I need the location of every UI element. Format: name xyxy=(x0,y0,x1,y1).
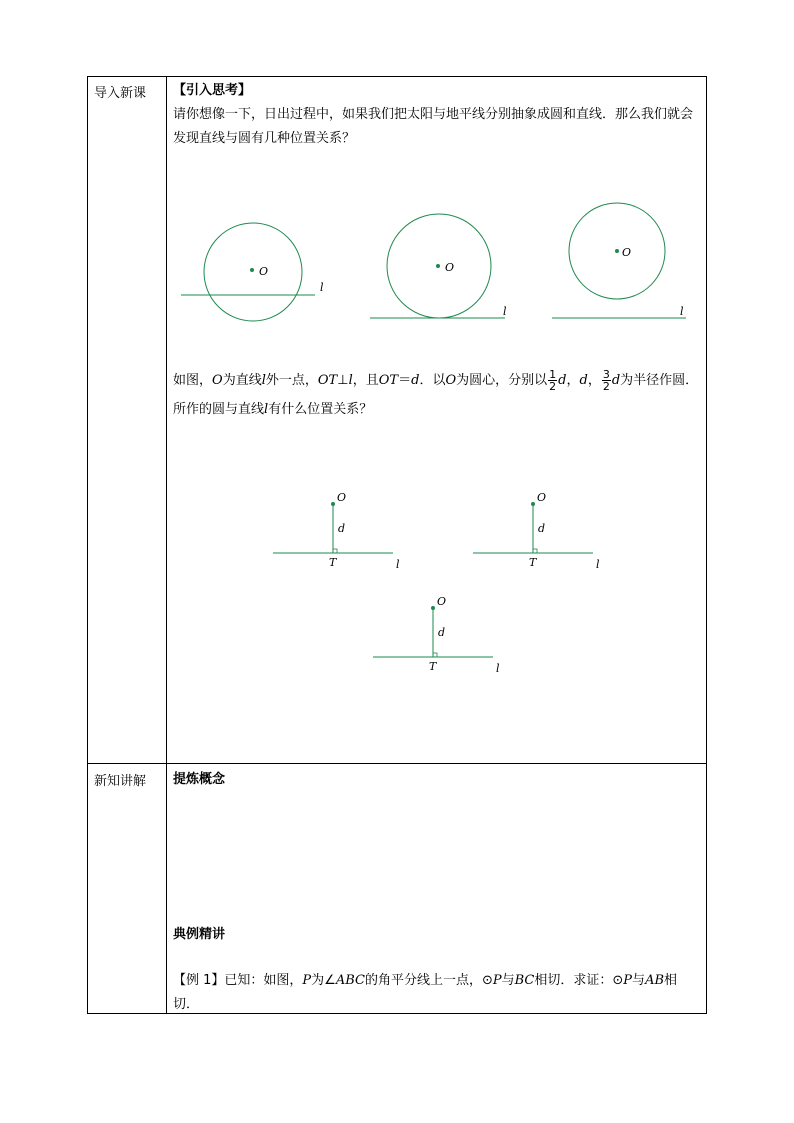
center-point-1 xyxy=(250,268,254,272)
figure-tangent xyxy=(370,214,507,318)
label-t: T xyxy=(329,556,337,569)
equals-symbol: ＝ xyxy=(398,373,412,388)
point-p: P xyxy=(492,973,502,988)
text: 已知：如图， xyxy=(224,973,303,988)
line-l: l xyxy=(348,373,353,388)
segment-ot: OT xyxy=(378,373,399,388)
angle-abc: ABC xyxy=(335,973,365,988)
label-t: T xyxy=(429,660,437,673)
heading-examples: 典例精讲 xyxy=(173,927,226,942)
lesson-table xyxy=(87,76,707,1014)
text: 外一点， xyxy=(265,373,318,388)
distance-d: d xyxy=(411,373,420,388)
center-point-3 xyxy=(615,249,619,253)
center-label-3: O xyxy=(622,246,632,259)
text: 为∠ xyxy=(311,973,336,988)
text: ，且 xyxy=(352,373,379,388)
center-label-1: O xyxy=(259,265,269,278)
heading-concept: 提炼概念 xyxy=(173,772,226,787)
circle-line-figures xyxy=(167,194,706,334)
perp-figure-1 xyxy=(273,491,400,571)
label-l: l xyxy=(396,558,400,571)
label-o: O xyxy=(537,491,547,504)
distance-d: d xyxy=(579,373,588,388)
table-row-divider xyxy=(87,763,707,764)
text: 相切． xyxy=(173,973,678,1012)
example-1 xyxy=(173,969,703,1017)
denominator: 2 xyxy=(549,380,557,393)
figure-intersecting xyxy=(181,223,324,321)
perp-figure-3 xyxy=(373,595,500,675)
section-title: 【引入思考】 xyxy=(173,83,252,98)
label-l: l xyxy=(596,558,600,571)
text: 与 xyxy=(501,973,515,988)
distance-d: d xyxy=(611,373,621,388)
line-label-3: l xyxy=(680,305,684,318)
line-label-1: l xyxy=(320,281,324,294)
line-l: l xyxy=(261,373,266,388)
line-label-2: l xyxy=(503,305,507,318)
intro-paragraph: 请你想像一下，日出过程中，如果我们把太阳与地平线分别抽象成圆和直线．那么我们就会发现直线与圆有几种位置关系？ xyxy=(173,107,694,146)
text: 为直线 xyxy=(222,373,262,388)
fraction-half xyxy=(548,369,557,392)
center-point-2 xyxy=(436,264,440,268)
circle-1 xyxy=(204,223,302,321)
perp-figure-2 xyxy=(473,491,600,571)
figure-separate xyxy=(552,203,686,318)
text: 为半径作圆．所作的圆与直线 xyxy=(173,373,699,417)
label-o: O xyxy=(437,595,447,608)
table-border-top xyxy=(87,76,707,77)
right-angle-mark xyxy=(533,549,537,553)
row-label-new-knowledge: 新知讲解 xyxy=(94,774,147,789)
denominator: 2 xyxy=(602,380,610,393)
center-label-2: O xyxy=(445,261,455,274)
example-tag: 【例 1】 xyxy=(173,973,225,988)
label-d: d xyxy=(338,522,346,535)
comma: ， xyxy=(587,373,601,388)
text: ．以 xyxy=(419,373,446,388)
perpendicular-figures xyxy=(267,486,607,686)
numerator: 1 xyxy=(549,368,557,381)
table-border-left xyxy=(87,76,88,1014)
segment-bc: BC xyxy=(514,973,535,988)
text: 与 xyxy=(632,973,646,988)
perp-symbol: ⊥ xyxy=(337,373,349,388)
table-border-right xyxy=(706,76,707,1014)
label-t: T xyxy=(529,556,537,569)
label-d: d xyxy=(438,626,446,639)
segment-ab: AB xyxy=(645,973,665,988)
label-l: l xyxy=(496,662,500,675)
point-p: P xyxy=(623,973,633,988)
label-o: O xyxy=(337,491,347,504)
right-angle-mark xyxy=(333,549,337,553)
label-d: d xyxy=(538,522,546,535)
fraction-three-halves xyxy=(602,369,611,392)
text: 如图， xyxy=(173,373,213,388)
point-o: O xyxy=(212,373,223,388)
text: 为圆心，分别以 xyxy=(456,373,548,388)
point-p: P xyxy=(302,973,312,988)
row-label-intro: 导入新课 xyxy=(94,86,147,101)
distance-d: d xyxy=(558,373,567,388)
construction-paragraph xyxy=(173,366,703,424)
line-l: l xyxy=(264,402,269,417)
point-o: O xyxy=(445,373,457,388)
intro-content xyxy=(173,79,701,151)
text: 相切．求证：⊙ xyxy=(534,973,624,988)
numerator: 3 xyxy=(602,368,610,381)
text: 的角平分线上一点，⊙ xyxy=(364,973,493,988)
text: 有什么位置关系？ xyxy=(268,402,373,417)
comma: ， xyxy=(566,373,580,388)
segment-ot: OT xyxy=(317,373,338,388)
right-angle-mark xyxy=(433,653,437,657)
